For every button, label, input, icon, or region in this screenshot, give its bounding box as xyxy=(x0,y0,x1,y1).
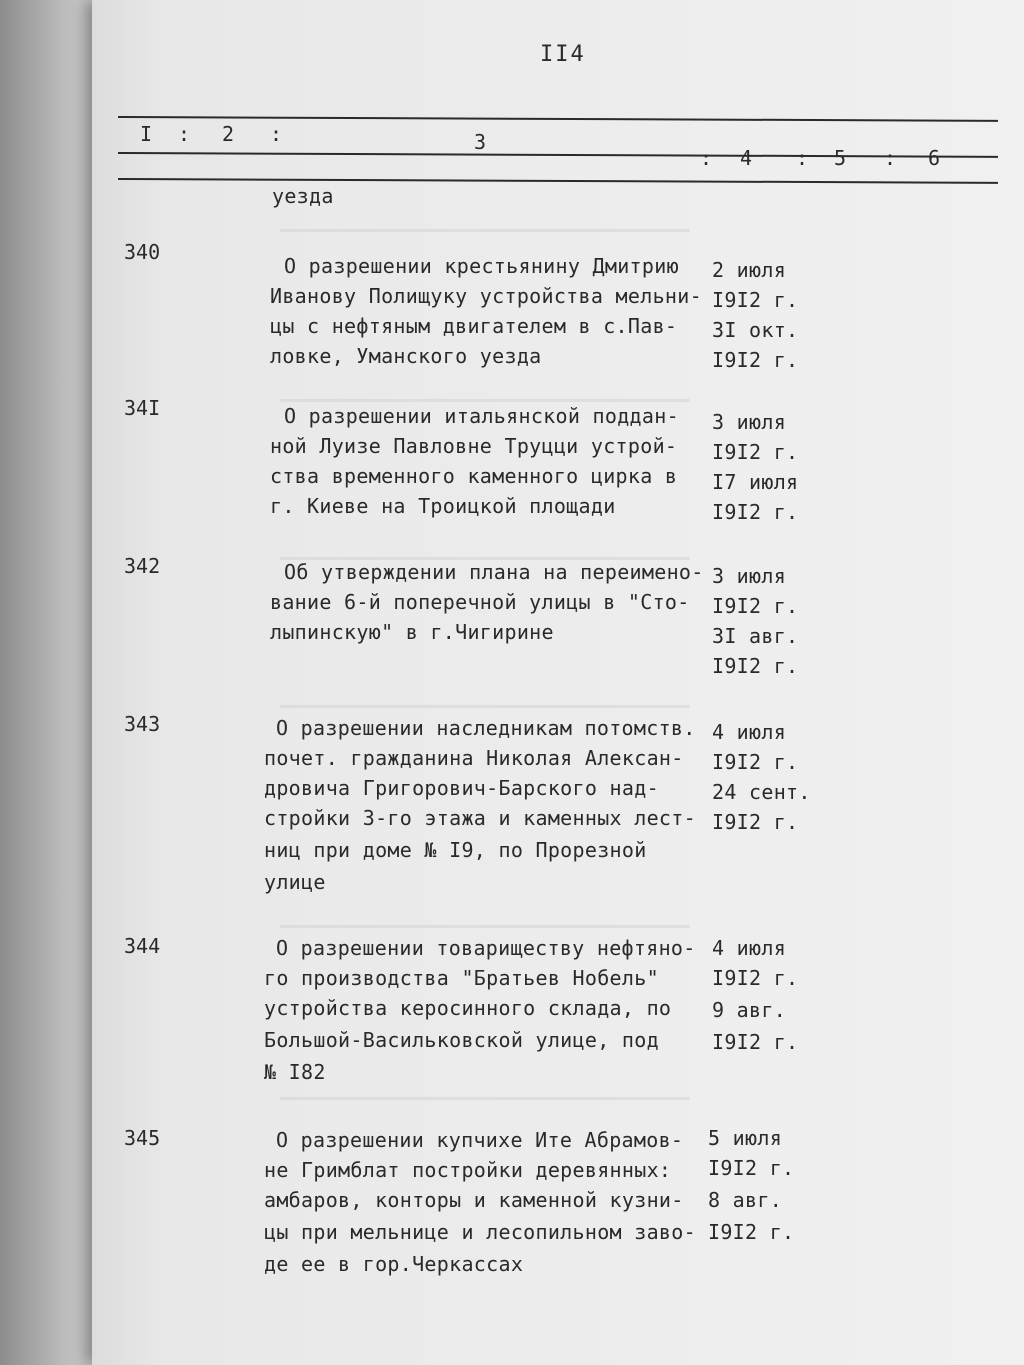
entry-date: 4 июля xyxy=(712,720,787,744)
column-header-5: 5 xyxy=(834,146,847,170)
column-separator: : xyxy=(178,122,191,146)
show-through-text: ▁▁▁▁▁▁▁▁▁▁▁▁▁▁▁▁▁▁▁▁▁▁▁▁▁▁▁▁▁▁▁▁▁▁ xyxy=(280,684,690,708)
entry-number: 344 xyxy=(124,934,161,958)
entry-date: 8 авг. xyxy=(708,1188,783,1212)
show-through-text: ▁▁▁▁▁▁▁▁▁▁▁▁▁▁▁▁▁▁▁▁▁▁▁▁▁▁▁▁▁▁▁▁▁▁ xyxy=(280,904,690,928)
entry-date: I9I2 г. xyxy=(712,966,799,990)
entry-date: 3I авг. xyxy=(712,624,799,648)
entry-text-line: О разрешении крестьянину Дмитрию xyxy=(284,254,679,278)
show-through-text: ▁▁▁▁▁▁▁▁▁▁▁▁▁▁▁▁▁▁▁▁▁▁▁▁▁▁▁▁▁▁▁▁▁▁ xyxy=(280,536,690,560)
entry-text-line: О разрешении наследникам потомств. xyxy=(276,716,696,740)
entry-text-line: го производства "Братьев Нобель" xyxy=(264,966,659,990)
entry-date: I9I2 г. xyxy=(712,594,799,618)
entry-text-line: цы с нефтяным двигателем в с.Пав- xyxy=(270,314,678,338)
entry-date: I9I2 г. xyxy=(712,440,799,464)
entry-text-line: ной Луизе Павловне Труцци устрой- xyxy=(270,434,678,458)
column-header-6: 6 xyxy=(928,146,941,170)
entry-text-line: амбаров, конторы и каменной кузни- xyxy=(264,1188,684,1212)
entry-text-line: Большой-Васильковской улице, под xyxy=(264,1028,659,1052)
column-header-2: 2 xyxy=(222,122,235,146)
entry-date: I9I2 г. xyxy=(708,1220,795,1244)
entry-text-line: г. Киеве на Троицкой площади xyxy=(270,494,616,518)
column-header-1: I xyxy=(140,122,153,146)
entry-text-line: лыпинскую" в г.Чигирине xyxy=(270,620,554,644)
entry-date: I9I2 г. xyxy=(712,750,799,774)
entry-text-line: ниц при доме № I9, по Прорезной xyxy=(264,838,647,862)
show-through-text: ▁▁▁▁▁▁▁▁▁▁▁▁▁▁▁▁▁▁▁▁▁▁▁▁▁▁▁▁▁▁▁▁▁▁ xyxy=(280,1076,690,1100)
entry-date: 5 июля xyxy=(708,1126,783,1150)
entry-number: 345 xyxy=(124,1126,161,1150)
entry-text-line: О разрешении товариществу нефтяно- xyxy=(276,936,696,960)
show-through-text: ▁▁▁▁▁▁▁▁▁▁▁▁▁▁▁▁▁▁▁▁▁▁▁▁▁▁▁▁▁▁▁▁▁▁ xyxy=(280,208,690,232)
show-through-text: ▁▁▁▁▁▁▁▁▁▁▁▁▁▁▁▁▁▁▁▁▁▁▁▁▁▁▁▁▁▁▁▁▁▁ xyxy=(280,378,690,402)
entry-date: I7 июля xyxy=(712,470,799,494)
entry-text-line: вание 6-й поперечной улицы в "Сто- xyxy=(270,590,690,614)
entry-date: I9I2 г. xyxy=(708,1156,795,1180)
entry-date: I9I2 г. xyxy=(712,288,799,312)
entry-text-line: устройства керосинного склада, по xyxy=(264,996,672,1020)
page-number: II4 xyxy=(540,42,586,67)
entry-text-line: не Гримблат постройки деревянных: xyxy=(264,1158,672,1182)
entry-number: 340 xyxy=(124,240,161,264)
entry-date: 3 июля xyxy=(712,410,787,434)
column-header-4: 4 xyxy=(740,146,753,170)
entry-text-line: ловке, Уманского уезда xyxy=(270,344,542,368)
entry-date: I9I2 г. xyxy=(712,1030,799,1054)
entry-number: 342 xyxy=(124,554,161,578)
entry-text-line: № I82 xyxy=(264,1060,326,1084)
entry-text-line: улице xyxy=(264,870,326,894)
entry-date: 3I окт. xyxy=(712,318,799,342)
entry-date: 2 июля xyxy=(712,258,787,282)
entry-text-line: де ее в гор.Черкассах xyxy=(264,1252,524,1276)
entry-date: 24 сент. xyxy=(712,780,811,804)
entry-text-line: ства временного каменного цирка в xyxy=(270,464,678,488)
entry-date: I9I2 г. xyxy=(712,654,799,678)
carryover-text: уезда xyxy=(272,184,334,208)
column-separator: : xyxy=(270,122,283,146)
entry-date: I9I2 г. xyxy=(712,348,799,372)
entry-number: 34I xyxy=(124,396,161,420)
entry-text-line: почет. гражданина Николая Алексан- xyxy=(264,746,684,770)
entry-text-line: стройки 3-го этажа и каменных лест- xyxy=(264,806,696,830)
entry-text-line: дровича Григорович-Барского над- xyxy=(264,776,659,800)
entry-text-line: О разрешении купчихе Ите Абрамов- xyxy=(276,1128,684,1152)
entry-date: I9I2 г. xyxy=(712,500,799,524)
entry-text-line: Об утверждении плана на переимено- xyxy=(284,560,704,584)
entry-date: 4 июля xyxy=(712,936,787,960)
entry-text-line: Иванову Полищуку устройства мельни- xyxy=(270,284,702,308)
entry-text-line: цы при мельнице и лесопильном заво- xyxy=(264,1220,696,1244)
column-separator: : xyxy=(884,146,897,170)
entry-number: 343 xyxy=(124,712,161,736)
entry-date: 3 июля xyxy=(712,564,787,588)
column-separator: : xyxy=(700,146,713,170)
column-separator: : xyxy=(796,146,809,170)
entry-date: 9 авг. xyxy=(712,998,787,1022)
entry-date: I9I2 г. xyxy=(712,810,799,834)
column-header-3: 3 xyxy=(474,130,487,154)
entry-text-line: О разрешении итальянской поддан- xyxy=(284,404,679,428)
